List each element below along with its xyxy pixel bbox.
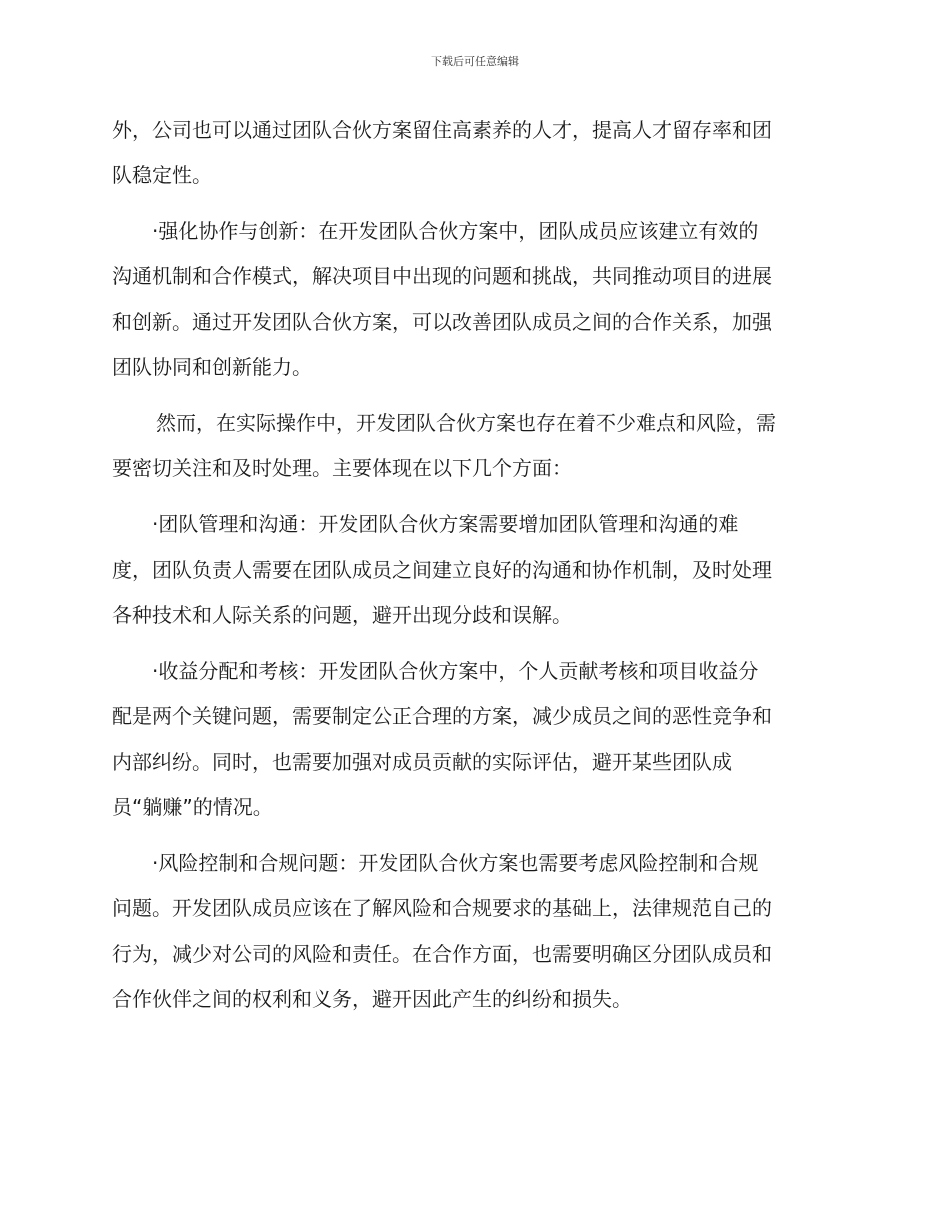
body-line: 度，团队负责人需要在团队成员之间建立良好的沟通和协作机制，及时处理 [112,558,772,582]
body-line: 然而，在实际操作中，开发团队合伙方案也存在着不少难点和风险，需 [156,411,776,435]
body-line: ·强化协作与创新：在开发团队合伙方案中，团队成员应该建立有效的 [152,219,759,243]
body-line: 外，公司也可以通过团队合伙方案留住高素养的人才，提高人才留存率和团 [112,118,772,142]
body-line: 团队协同和创新能力。 [112,355,312,379]
body-line: 配是两个关键问题，需要制定公正合理的方案，减少成员之间的恶性竞争和 [112,704,772,728]
page-header: 下载后可任意编辑 [431,55,519,68]
body-line: 要密切关注和及时处理。主要体现在以下几个方面： [112,456,572,480]
body-line: 和创新。通过开发团队合伙方案，可以改善团队成员之间的合作关系，加强 [112,310,772,334]
body-line: 各种技术和人际关系的问题，避开出现分歧和误解。 [112,603,572,627]
body-line: ·团队管理和沟通：开发团队合伙方案需要增加团队管理和沟通的难 [152,512,739,536]
body-line: ·收益分配和考核：开发团队合伙方案中，个人贡献考核和项目收益分 [152,659,759,683]
body-line: 行为，减少对公司的风险和责任。在合作方面，也需要明确区分团队成员和 [112,942,772,966]
body-line: 员“躺赚”的情况。 [112,795,273,819]
body-line: 合作伙伴之间的权利和义务，避开因此产生的纠纷和损失。 [112,987,632,1011]
body-line: 问题。开发团队成员应该在了解风险和合规要求的基础上，法律规范自己的 [112,896,772,920]
body-line: 队稳定性。 [112,163,212,187]
body-line: 内部纠纷。同时，也需要加强对成员贡献的实际评估，避开某些团队成 [112,750,732,774]
body-line: ·风险控制和合规问题：开发团队合伙方案也需要考虑风险控制和合规 [152,851,759,875]
body-line: 沟通机制和合作模式，解决项目中出现的问题和挑战，共同推动项目的进展 [112,264,772,288]
